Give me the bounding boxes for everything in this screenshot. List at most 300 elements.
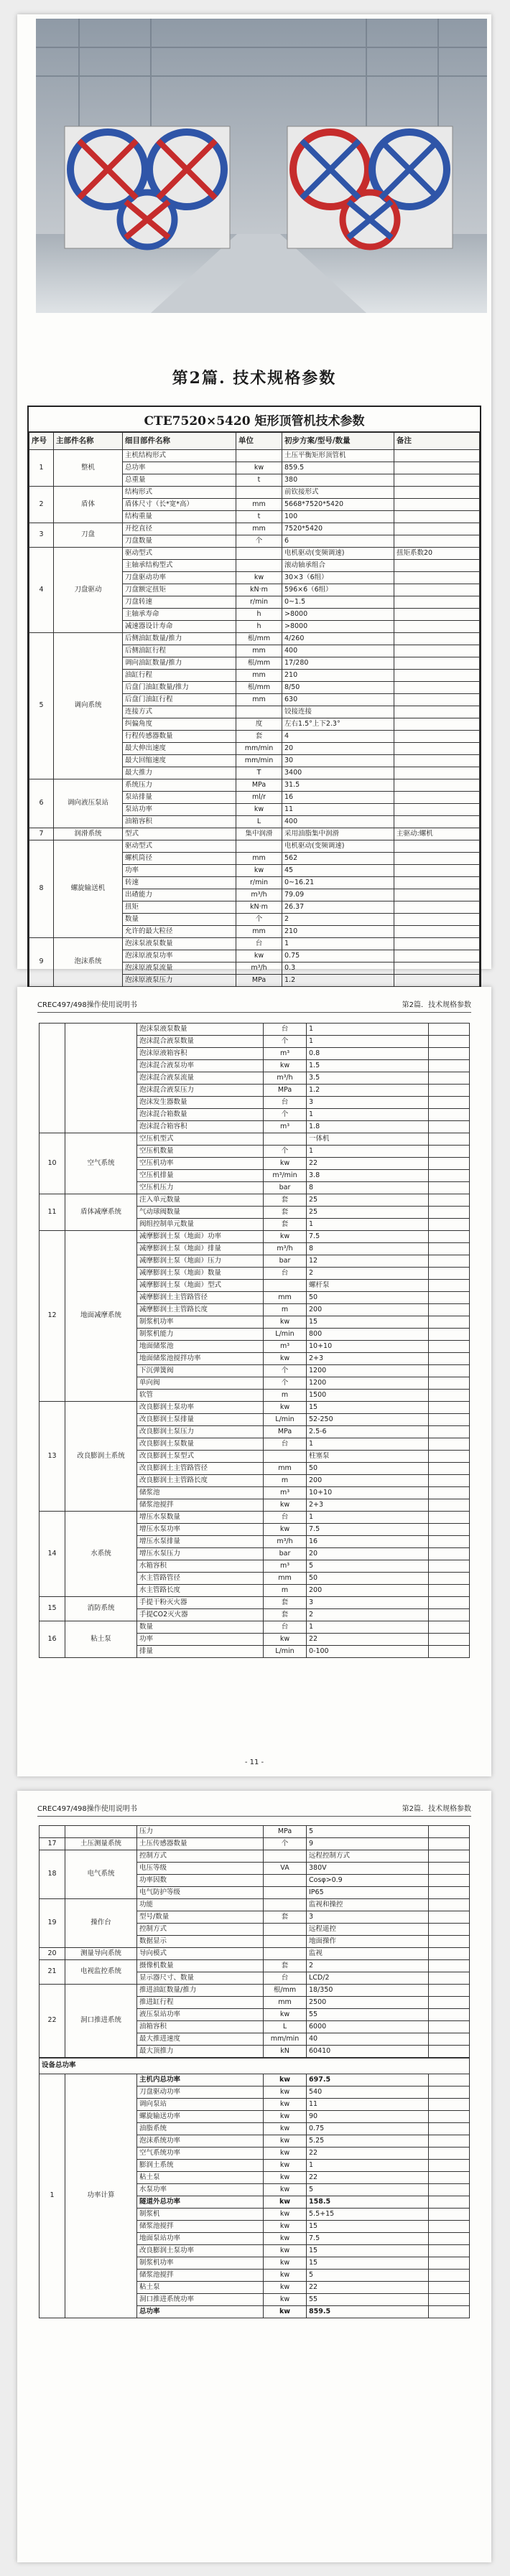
value-cell: 5.5+15 — [307, 2209, 429, 2221]
table-row — [29, 523, 480, 535]
value-cell: 1 — [307, 1219, 429, 1231]
item-name-cell: 允许的最大粒径 — [123, 926, 236, 938]
value-cell: 7520*5420 — [282, 523, 394, 535]
unit-cell: mm — [236, 523, 282, 535]
unit-cell: L/min — [264, 1414, 307, 1426]
item-name-cell: 转速 — [123, 877, 236, 889]
remark-cell — [429, 2074, 470, 2086]
value-cell: 697.5 — [307, 2074, 429, 2086]
component-name-cell: 空气系统 — [65, 1133, 137, 1194]
remark-cell — [429, 2270, 470, 2282]
item-name-cell: 结构形式 — [123, 487, 236, 499]
remark-cell — [429, 1585, 470, 1597]
remark-cell — [394, 950, 480, 963]
remark-cell — [429, 1646, 470, 1658]
value-cell: 监视 — [307, 1948, 429, 1960]
unit-cell: t — [236, 474, 282, 487]
remark-cell — [429, 1451, 470, 1463]
value-cell: 60410 — [307, 2046, 429, 2058]
unit-cell: m³/h — [264, 1072, 307, 1085]
row-number-cell: 18 — [40, 1850, 65, 1899]
remark-cell — [429, 1475, 470, 1487]
remark-cell — [394, 877, 480, 889]
remark-cell — [429, 1621, 470, 1634]
unit-cell: kN·m — [236, 584, 282, 596]
remark-cell — [394, 840, 480, 853]
row-number-cell: 22 — [40, 1985, 65, 2058]
unit-cell: 根/mm — [236, 633, 282, 645]
item-name-cell: 泡沫混合液泵功率 — [137, 1060, 264, 1072]
unit-cell: kw — [264, 2294, 307, 2306]
item-name-cell: 地面泵站功率 — [137, 2233, 264, 2245]
value-cell: 远程控制方式 — [307, 1850, 429, 1863]
remark-cell — [394, 584, 480, 596]
remark-cell — [429, 1243, 470, 1255]
item-name-cell: 数量 — [123, 914, 236, 926]
remark-cell — [429, 1304, 470, 1316]
row-number-cell: 14 — [40, 1512, 65, 1597]
unit-cell: 根/mm — [236, 657, 282, 670]
remark-cell — [429, 2245, 470, 2257]
remark-cell — [394, 670, 480, 682]
item-name-cell: 控制方式 — [137, 1924, 264, 1936]
item-name-cell: 隧道外总功率 — [137, 2196, 264, 2209]
unit-cell: 台 — [236, 938, 282, 950]
item-name-cell: 软管 — [137, 1390, 264, 1402]
remark-cell — [429, 1255, 470, 1268]
unit-cell: kw — [264, 1353, 307, 1365]
value-cell: Cosφ>0.9 — [307, 1875, 429, 1887]
value-cell: 7.5 — [307, 2233, 429, 2245]
remark-cell — [394, 926, 480, 938]
component-name-cell: 盾体 — [54, 487, 123, 523]
component-name-cell: 测量导向系统 — [65, 1948, 137, 1960]
item-name-cell: 最大伸出速度 — [123, 743, 236, 755]
item-name-cell: 水主管路长度 — [137, 1585, 264, 1597]
unit-cell: 个 — [264, 1377, 307, 1390]
item-name-cell: 功率 — [123, 865, 236, 877]
unit-cell: mm/min — [236, 755, 282, 767]
item-name-cell: 制浆机功率 — [137, 1316, 264, 1329]
remark-cell — [394, 767, 480, 779]
unit-cell — [264, 1936, 307, 1948]
table-row — [29, 450, 480, 462]
value-cell: 1.8 — [307, 1121, 429, 1133]
remark-cell — [429, 1060, 470, 1072]
remark-cell — [429, 1024, 470, 1036]
table-header-cell: 单位 — [236, 433, 282, 450]
value-cell: 380V — [307, 1863, 429, 1875]
unit-cell: 根/mm — [236, 682, 282, 694]
unit-cell — [236, 548, 282, 560]
item-name-cell: 盾体尺寸（长*宽*高） — [123, 499, 236, 511]
page-header — [37, 1801, 471, 1817]
remark-cell — [429, 1170, 470, 1182]
unit-cell: m³/h — [236, 963, 282, 975]
remark-cell — [429, 1548, 470, 1560]
item-name-cell: 增压水泵压力 — [137, 1548, 264, 1560]
unit-cell — [264, 1887, 307, 1899]
unit-cell: kw — [264, 2282, 307, 2294]
table-row — [29, 840, 480, 853]
row-number-cell: 12 — [40, 1231, 65, 1402]
value-cell: 55 — [307, 2009, 429, 2021]
remark-cell — [394, 731, 480, 743]
row-number-cell: 2 — [29, 487, 54, 523]
value-cell: 210 — [282, 670, 394, 682]
value-cell: 50 — [307, 1463, 429, 1475]
value-cell: 55 — [307, 2294, 429, 2306]
row-number-cell: 19 — [40, 1899, 65, 1948]
item-name-cell: 系统压力 — [123, 779, 236, 792]
item-name-cell: 制浆机 — [137, 2209, 264, 2221]
value-cell: 15 — [307, 2221, 429, 2233]
value-cell: 3 — [307, 1097, 429, 1109]
item-name-cell: 液压泵站功率 — [137, 2009, 264, 2021]
row-number-cell: 8 — [29, 840, 54, 938]
remark-cell — [394, 535, 480, 548]
component-name-cell: 地面减摩系统 — [65, 1231, 137, 1402]
value-cell: 1.2 — [307, 1085, 429, 1097]
remark-cell — [394, 718, 480, 731]
unit-cell: m³/h — [264, 1536, 307, 1548]
remark-cell — [429, 1911, 470, 1924]
item-name-cell: 主轴承寿命 — [123, 609, 236, 621]
remark-cell — [429, 2306, 470, 2318]
remark-cell — [429, 1512, 470, 1524]
item-name-cell: 主机内总功率 — [137, 2074, 264, 2086]
remark-cell — [429, 1231, 470, 1243]
value-cell: 远程遥控 — [307, 1924, 429, 1936]
value-cell: 90 — [307, 2111, 429, 2123]
remark-cell — [394, 755, 480, 767]
item-name-cell: 最大回缩速度 — [123, 755, 236, 767]
item-name-cell: 功率 — [137, 1634, 264, 1646]
item-name-cell: 水箱容积 — [137, 1560, 264, 1573]
item-name-cell: 手提CO2灭火器 — [137, 1609, 264, 1621]
item-name-cell: 减摩膨润土主管路管径 — [137, 1292, 264, 1304]
component-name-cell: 刀盘驱动 — [54, 548, 123, 633]
value-cell: 1 — [307, 1621, 429, 1634]
remark-cell — [429, 1109, 470, 1121]
item-name-cell: 减摩膨润土泵（地面）数量 — [137, 1268, 264, 1280]
unit-cell — [264, 1948, 307, 1960]
value-cell: 前钦接形式 — [282, 487, 394, 499]
remark-cell — [394, 645, 480, 657]
item-name-cell: 摄像机数量 — [137, 1960, 264, 1972]
unit-cell: kw — [236, 572, 282, 584]
item-name-cell: 纠偏角度 — [123, 718, 236, 731]
value-cell: 螺杆泵 — [307, 1280, 429, 1292]
unit-cell: kN·m — [236, 901, 282, 914]
value-cell: 20 — [282, 743, 394, 755]
remark-cell — [394, 657, 480, 670]
item-name-cell: 泡沫原液泵压力 — [123, 975, 236, 987]
item-name-cell: 改良膨润土泵功率 — [137, 2245, 264, 2257]
remark-cell — [429, 1850, 470, 1863]
item-name-cell: 泡沫混合液泵流量 — [137, 1072, 264, 1085]
remark-cell — [394, 487, 480, 499]
item-name-cell: 空压机功率 — [137, 1158, 264, 1170]
remark-cell — [394, 609, 480, 621]
value-cell: 31.5 — [282, 779, 394, 792]
value-cell: 3 — [307, 1597, 429, 1609]
item-name-cell: 排量 — [137, 1646, 264, 1658]
item-name-cell: 改良膨润土泵压力 — [137, 1426, 264, 1438]
table-header-cell: 序号 — [29, 433, 54, 450]
item-name-cell: 油箱容积 — [137, 2021, 264, 2033]
unit-cell: t — [236, 511, 282, 523]
item-name-cell: 油缸行程 — [123, 670, 236, 682]
value-cell: 540 — [307, 2086, 429, 2099]
value-cell: 采用油脂集中润滑 — [282, 828, 394, 840]
row-number-cell — [40, 1826, 65, 1838]
remark-cell — [429, 2148, 470, 2160]
section-title: 第2篇. 技术规格参数 — [172, 369, 337, 388]
table-header-cell: 备注 — [394, 433, 480, 450]
chapter-name: 第2篇．技术规格参数 — [402, 1001, 471, 1009]
remark-cell — [394, 450, 480, 462]
power-table — [39, 2058, 470, 2318]
unit-cell — [236, 560, 282, 572]
remark-cell — [429, 1536, 470, 1548]
unit-cell: kw — [264, 2221, 307, 2233]
unit-cell: 套 — [264, 1609, 307, 1621]
unit-cell: kw — [236, 462, 282, 474]
item-name-cell: 制浆机功率 — [137, 2257, 264, 2270]
remark-cell — [429, 1997, 470, 2009]
remark-cell — [394, 682, 480, 694]
row-number-cell: 13 — [40, 1402, 65, 1512]
table-header-cell: 细目部件名称 — [123, 433, 236, 450]
table-row — [40, 1838, 470, 1850]
item-name-cell: 型式 — [123, 828, 236, 840]
row-number-cell: 3 — [29, 523, 54, 548]
value-cell: 630 — [282, 694, 394, 706]
row-number-cell: 20 — [40, 1948, 65, 1960]
unit-cell: kw — [264, 2306, 307, 2318]
value-cell: 15 — [307, 2257, 429, 2270]
remark-cell — [394, 853, 480, 865]
spec-table-frame — [27, 406, 481, 988]
unit-cell: mm — [236, 670, 282, 682]
value-cell: 562 — [282, 853, 394, 865]
remark-cell — [429, 1280, 470, 1292]
unit-cell: h — [236, 609, 282, 621]
remark-cell — [429, 1316, 470, 1329]
unit-cell: m³/h — [264, 1243, 307, 1255]
item-name-cell: 总重量 — [123, 474, 236, 487]
unit-cell: kw — [264, 2111, 307, 2123]
component-name-cell: 电气系统 — [65, 1850, 137, 1899]
value-cell: 3.8 — [307, 1170, 429, 1182]
value-cell: 10+10 — [307, 1487, 429, 1499]
item-name-cell: 总功率 — [137, 2306, 264, 2318]
remark-cell — [429, 2221, 470, 2233]
table-row — [40, 1133, 470, 1146]
item-name-cell: 水泵功率 — [137, 2184, 264, 2196]
item-name-cell: 油箱容积 — [123, 816, 236, 828]
remark-cell — [429, 1826, 470, 1838]
unit-cell: kw — [236, 865, 282, 877]
component-name-cell: 整机 — [54, 450, 123, 487]
value-cell: 3 — [307, 1911, 429, 1924]
unit-cell: kw — [264, 1060, 307, 1072]
unit-cell: 个 — [264, 1146, 307, 1158]
value-cell: 40 — [307, 2033, 429, 2046]
component-name-cell: 操作台 — [65, 1899, 137, 1948]
value-cell: 25 — [307, 1207, 429, 1219]
value-cell: 859.5 — [282, 462, 394, 474]
unit-cell: bar — [264, 1255, 307, 1268]
value-cell: 滚动轴承组合 — [282, 560, 394, 572]
value-cell: >8000 — [282, 621, 394, 633]
row-number-cell: 11 — [40, 1194, 65, 1231]
value-cell: 2+3 — [307, 1353, 429, 1365]
unit-cell — [264, 1899, 307, 1911]
unit-cell: mm — [236, 499, 282, 511]
value-cell: 7.5 — [307, 1524, 429, 1536]
unit-cell: 根/mm — [264, 1985, 307, 1997]
value-cell: 859.5 — [307, 2306, 429, 2318]
item-name-cell: 阀组控制单元数量 — [137, 1219, 264, 1231]
remark-cell — [394, 816, 480, 828]
component-name-cell: 刀盘 — [54, 523, 123, 548]
item-name-cell: 注入单元数量 — [137, 1194, 264, 1207]
item-name-cell: 泡沫原液箱容积 — [137, 1048, 264, 1060]
remark-cell — [394, 462, 480, 474]
value-cell: 0.3 — [282, 963, 394, 975]
unit-cell: r/min — [236, 877, 282, 889]
remark-cell — [394, 499, 480, 511]
unit-cell: bar — [264, 1548, 307, 1560]
value-cell: IP65 — [307, 1887, 429, 1899]
item-name-cell: 结构重量 — [123, 511, 236, 523]
item-name-cell: 膨润土系统 — [137, 2160, 264, 2172]
remark-cell — [394, 633, 480, 645]
table-row — [40, 2074, 470, 2086]
remark-cell — [429, 2196, 470, 2209]
item-name-cell: 储浆池搅拌 — [137, 2270, 264, 2282]
unit-cell: bar — [264, 1182, 307, 1194]
remark-cell — [429, 1146, 470, 1158]
remark-cell — [429, 1182, 470, 1194]
table-row — [29, 938, 480, 950]
remark-cell — [429, 2257, 470, 2270]
unit-cell — [236, 706, 282, 718]
unit-cell: mm — [236, 645, 282, 657]
page-1 — [17, 14, 491, 984]
component-name-cell: 电视监控系统 — [65, 1960, 137, 1985]
unit-cell: mm — [236, 926, 282, 938]
remark-cell — [429, 1863, 470, 1875]
item-name-cell: 空压机排量 — [137, 1170, 264, 1182]
value-cell: 5 — [307, 1560, 429, 1573]
unit-cell: 台 — [264, 1621, 307, 1634]
unit-cell: mm/min — [236, 743, 282, 755]
unit-cell: m³/h — [236, 889, 282, 901]
item-name-cell: 出碴能力 — [123, 889, 236, 901]
unit-cell: kw — [264, 2270, 307, 2282]
remark-cell — [429, 1524, 470, 1536]
item-name-cell: 储浆池搅拌 — [137, 1499, 264, 1512]
item-name-cell: 导向模式 — [137, 1948, 264, 1960]
unit-cell — [236, 450, 282, 462]
unit-cell: 个 — [236, 914, 282, 926]
component-name-cell: 改良膨润土系统 — [65, 1402, 137, 1512]
component-name-cell: 功率计算 — [65, 2074, 137, 2318]
unit-cell: m — [264, 1475, 307, 1487]
table-row — [40, 1948, 470, 1960]
value-cell: 22 — [307, 1158, 429, 1170]
row-number-cell: 17 — [40, 1838, 65, 1850]
unit-cell: 集中润滑 — [236, 828, 282, 840]
item-name-cell: 型号/数量 — [137, 1911, 264, 1924]
remark-cell — [394, 938, 480, 950]
remark-cell — [429, 1948, 470, 1960]
value-cell: 9 — [307, 1838, 429, 1850]
value-cell: 380 — [282, 474, 394, 487]
value-cell: 20 — [307, 1548, 429, 1560]
unit-cell: kw — [264, 2160, 307, 2172]
item-name-cell: 改良膨润土主管路长度 — [137, 1475, 264, 1487]
unit-cell: kw — [264, 2196, 307, 2209]
unit-cell: 台 — [264, 1268, 307, 1280]
value-cell: 16 — [282, 792, 394, 804]
unit-cell: r/min — [236, 596, 282, 609]
unit-cell: 台 — [264, 1972, 307, 1985]
unit-cell: 台 — [264, 1097, 307, 1109]
unit-cell: kw — [264, 2123, 307, 2135]
value-cell: 土压平衡矩形顶管机 — [282, 450, 394, 462]
component-name-cell — [65, 1826, 137, 1838]
unit-cell: 个 — [264, 1036, 307, 1048]
unit-cell: m³ — [264, 1560, 307, 1573]
unit-cell: MPa — [264, 1426, 307, 1438]
unit-cell: 套 — [264, 1219, 307, 1231]
value-cell: 3.5 — [307, 1072, 429, 1085]
item-name-cell: 刀盘驱动功率 — [123, 572, 236, 584]
table-row — [40, 1597, 470, 1609]
remark-cell — [429, 2184, 470, 2196]
unit-cell: kw — [264, 1231, 307, 1243]
value-cell: 监视和操控 — [307, 1899, 429, 1911]
remark-cell — [429, 1499, 470, 1512]
unit-cell: kw — [264, 1402, 307, 1414]
component-name-cell: 泡沫系统 — [54, 938, 123, 987]
table-row — [29, 548, 480, 560]
remark-cell — [429, 2294, 470, 2306]
remark-cell — [394, 792, 480, 804]
value-cell: 一体机 — [307, 1133, 429, 1146]
remark-cell — [394, 901, 480, 914]
value-cell: 1200 — [307, 1377, 429, 1390]
remark-cell — [429, 1985, 470, 1997]
table-row — [29, 633, 480, 645]
remark-cell — [429, 2233, 470, 2245]
value-cell: 5668*7520*5420 — [282, 499, 394, 511]
unit-cell: L/min — [264, 1646, 307, 1658]
unit-cell: kw — [264, 2172, 307, 2184]
value-cell: 7.5 — [307, 1231, 429, 1243]
item-name-cell: 空压机型式 — [137, 1133, 264, 1146]
unit-cell: MPa — [264, 1085, 307, 1097]
value-cell: 18/350 — [307, 1985, 429, 1997]
table-header-cell: 主部件名称 — [54, 433, 123, 450]
value-cell: 0~16.21 — [282, 877, 394, 889]
item-name-cell: 泡沫原液泵流量 — [123, 963, 236, 975]
value-cell: 0-100 — [307, 1646, 429, 1658]
